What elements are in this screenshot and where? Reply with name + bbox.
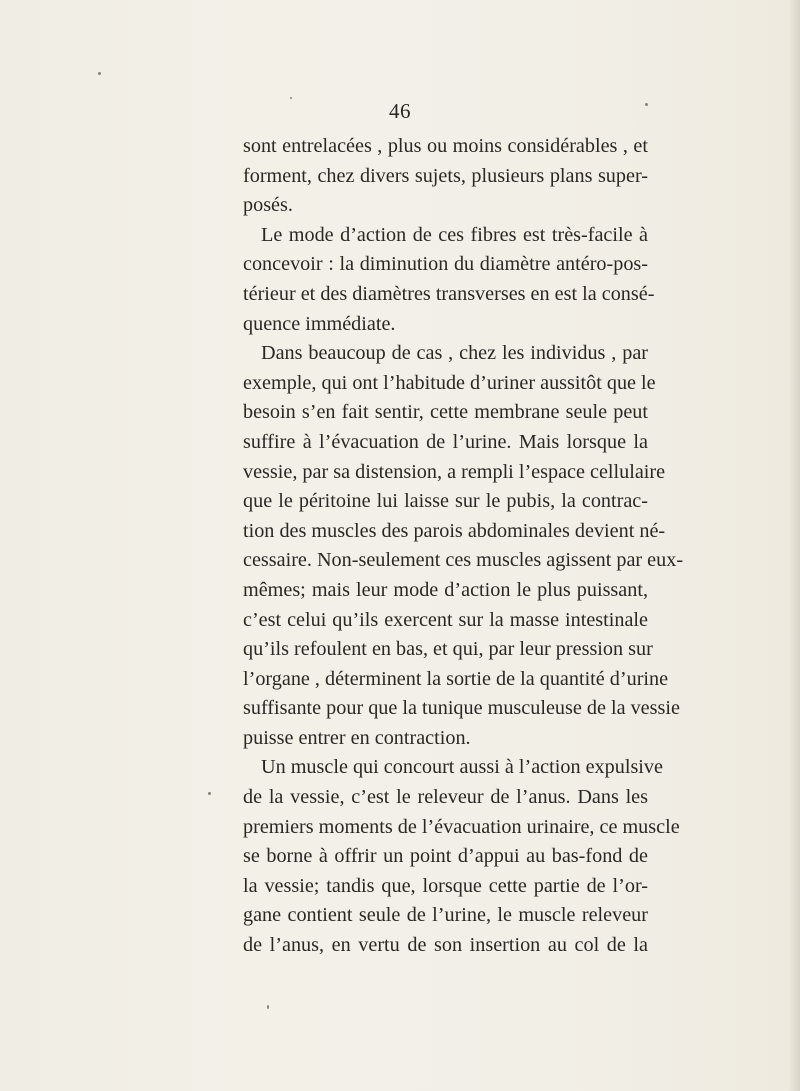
text-line: c’est celui qu’ils exercent sur la masse intestinale	[243, 608, 648, 631]
text-line: premiers moments de l’évacuation urinaire, ce muscle	[243, 815, 680, 838]
paper-speck	[208, 792, 211, 795]
text-line: exemple, qui ont l’habitude d’uriner aussitôt que le	[243, 371, 656, 394]
text-line: cessaire. Non-seulement ces muscles agissent par eux-	[243, 549, 684, 572]
text-line: vessie, par sa distension, a rempli l’espace cellulaire	[243, 460, 666, 483]
text-line: quence immédiate.	[243, 312, 396, 335]
text-line: suffisante pour que la tunique musculeuse de la vessie	[243, 697, 680, 720]
text-line: que le péritoine lui laisse sur le pubis, la contrac-	[243, 490, 648, 513]
page-edge-shadow	[788, 0, 800, 1091]
text-line: de la vessie, c’est le releveur de l’anus. Dans les	[243, 786, 648, 809]
text-line: la vessie; tandis que, lorsque cette partie de l’or-	[243, 874, 648, 897]
text-line: puisse entrer en contraction.	[243, 726, 471, 749]
text-line: gane contient seule de l’urine, le muscle releveur	[243, 904, 648, 927]
text-line: mêmes; mais leur mode d’action le plus puissant,	[243, 578, 648, 601]
text-line: de l’anus, en vertu de son insertion au col de la	[243, 934, 648, 957]
text-line: forment, chez divers sujets, plusieurs plans super-	[243, 164, 648, 187]
text-line: concevoir : la diminution du diamètre antéro-pos-	[243, 253, 648, 276]
text-line: térieur et des diamètres transverses en est la consé-	[243, 282, 655, 305]
text-line: Le mode d’action de ces fibres est très-facile à	[261, 223, 648, 246]
text-line: se borne à offrir un point d’appui au bas-fond de	[243, 845, 648, 868]
body-text	[243, 132, 684, 961]
paper-speck	[98, 72, 101, 75]
text-line: besoin s’en fait sentir, cette membrane seule peut	[243, 401, 648, 424]
text-line: posés.	[243, 194, 293, 217]
text-line: sont entrelacées , plus ou moins considérables , et	[243, 135, 648, 157]
text-line: Un muscle qui concourt aussi à l’action expulsive	[261, 756, 663, 779]
text-line: l’organe , déterminent la sortie de la quantité d’urine	[243, 667, 669, 690]
text-line: tion des muscles des parois abdominales devient né-	[243, 519, 666, 542]
text-line: qu’ils refoulent en bas, et qui, par leur pression sur	[243, 638, 653, 661]
text-line: Dans beaucoup de cas , chez les individus , par	[261, 342, 648, 365]
paper-speck	[267, 1005, 269, 1009]
text-line: suffire à l’évacuation de l’urine. Mais lorsque la	[243, 430, 648, 453]
page-number: 46	[389, 99, 411, 123]
